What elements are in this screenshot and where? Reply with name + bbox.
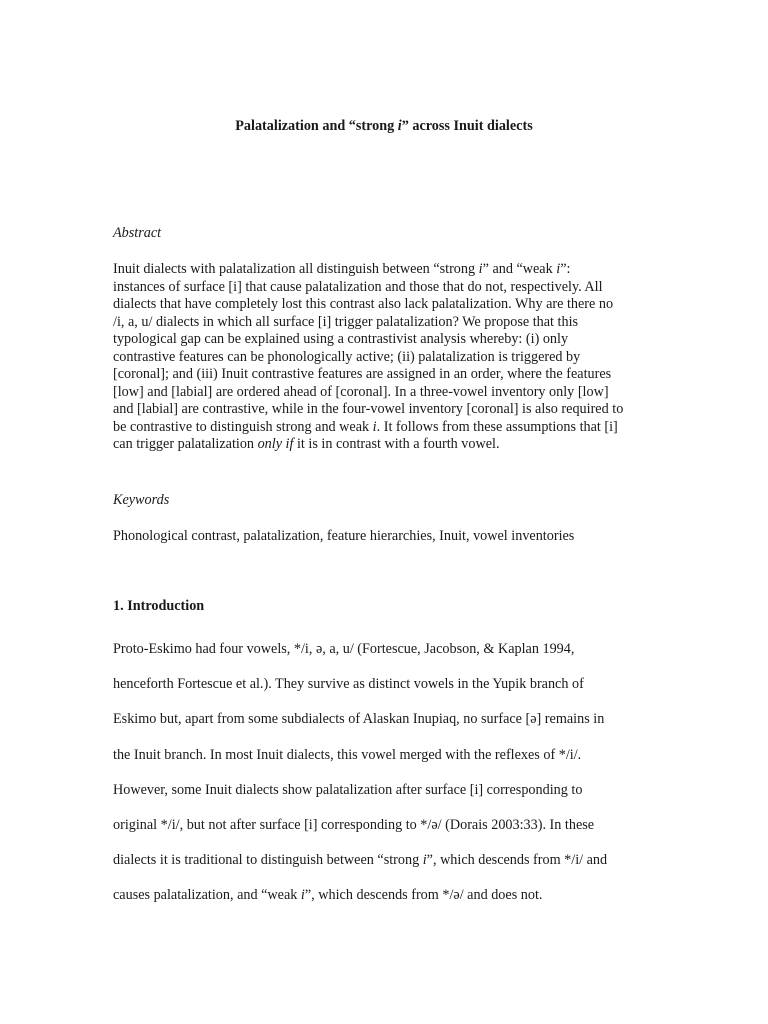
keywords-list: Phonological contrast, palatalization, feature hierarchies, Inuit, vowel inventories (113, 528, 575, 544)
text-run: Inuit dialects with palatalization all distinguish between “strong (113, 261, 479, 277)
title-text-end: ” across Inuit dialects (401, 118, 533, 134)
text-run: . It follows from these assumptions that [i] (376, 418, 618, 435)
introduction-heading: 1. Introduction (113, 598, 205, 614)
abstract-heading: Abstract (113, 225, 162, 241)
title-italic-i: i (397, 118, 402, 134)
italic-run: i (300, 887, 305, 904)
abstract-line (113, 419, 658, 437)
abstract-line: typological gap can be explained using a contrastivist analysis whereby: (i) only (113, 331, 569, 347)
text-run: be contrastive to distinguish strong and weak (113, 418, 373, 435)
abstract-body (113, 261, 658, 454)
abstract-line: instances of surface [i] that cause palatalization and those that do not, respectively. All (113, 278, 603, 295)
italic-run: i (372, 418, 377, 435)
italic-run: i (556, 261, 561, 277)
text-run: ” and “weak (482, 261, 557, 277)
abstract-line: contrastive features can be phonologically active; (ii) palatalization is triggered by (113, 348, 581, 365)
intro-line: Proto-Eskimo had four vowels, */i, ə, a, u/ (Fortescue, Jacobson, & Kaplan 1994, (113, 641, 575, 657)
text-run: causes palatalization, and “weak (113, 887, 301, 904)
abstract-line (113, 261, 658, 279)
abstract-line: [coronal]; and (iii) Inuit contrastive features are assigned in an order, where the features (113, 366, 612, 382)
intro-line: However, some Inuit dialects show palatalization after surface [i] corresponding to (113, 781, 583, 798)
intro-line: original */i/, but not after surface [i] corresponding to */ə/ (Dorais 2003:33). In these (113, 817, 595, 834)
intro-line (113, 878, 658, 913)
text-run: ”, which descends from */i/ and (426, 852, 608, 869)
intro-line: henceforth Fortescue et al.). They survive as distinct vowels in the Yupik branch of (113, 676, 584, 693)
italic-run: i (478, 261, 483, 277)
abstract-line (113, 436, 658, 454)
text-run: ”: (560, 261, 571, 277)
title-text: Palatalization and “strong (235, 118, 398, 134)
introduction-body (113, 632, 658, 914)
italic-run: i (422, 852, 427, 869)
text-run: it is in contrast with a fourth vowel. (293, 436, 500, 452)
paper-title (0, 116, 768, 136)
text-run: can trigger palatalization (113, 436, 258, 452)
text-run: dialects it is traditional to distinguish between “strong (113, 852, 423, 869)
intro-line: the Inuit branch. In most Inuit dialects, this vowel merged with the reflexes of */i/. (113, 746, 582, 763)
abstract-line: [low] and [labial] are ordered ahead of [coronal]. In a three-vowel inventory only [low] (113, 383, 609, 400)
abstract-line: dialects that have completely lost this contrast also lack palatalization. Why are there no (113, 296, 614, 312)
abstract-line: /i, a, u/ dialects in which all surface [i] trigger palatalization? We propose that this (113, 313, 579, 330)
italic-run: only if (257, 436, 294, 452)
intro-line: Eskimo but, apart from some subdialects of Alaskan Inupiaq, no surface [ə] remains in (113, 711, 605, 728)
text-run: ”, which descends from */ə/ and does not. (304, 887, 543, 904)
keywords-heading: Keywords (113, 492, 170, 508)
intro-line (113, 843, 658, 878)
abstract-line: and [labial] are contrastive, while in the four-vowel inventory [coronal] is also required to (113, 401, 624, 417)
